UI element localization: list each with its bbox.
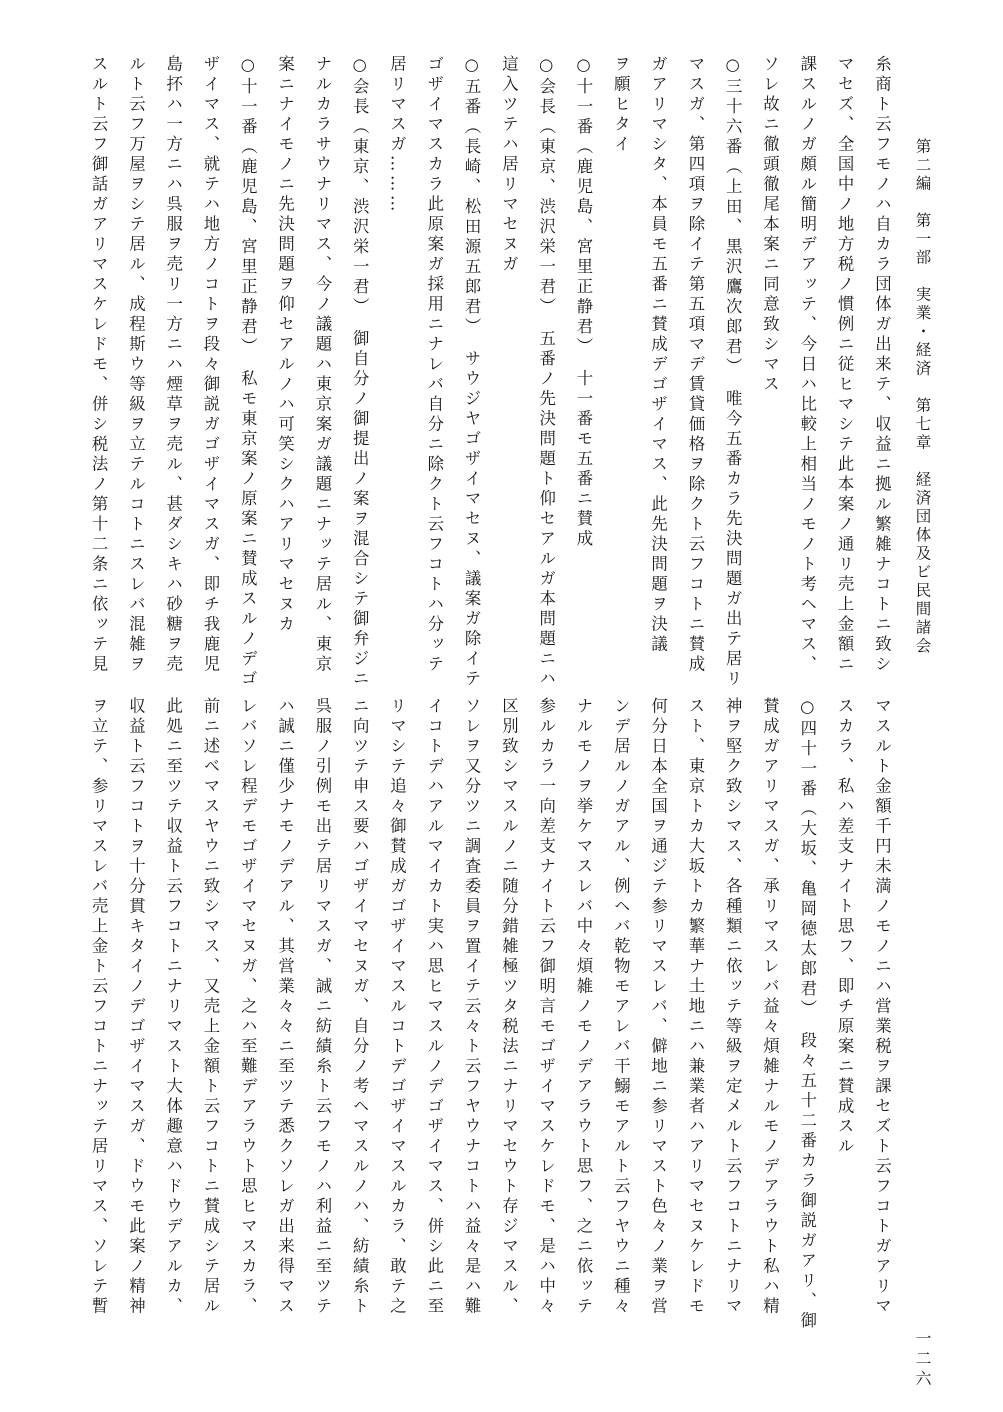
text-column: ヲ願ヒタイ: [611, 55, 631, 155]
text-column: 区別致シマスルノニ随分錯雑極ツタ税法ニナリマセウト存ジマスル、: [499, 697, 519, 1317]
text-column: ガアリマシタ、本員モ五番ニ賛成デゴザイマス、此先決問題ヲ決議: [648, 55, 668, 655]
text-column: 神ヲ堅ク致シマス、各種類ニ依ッテ等級ヲ定メルト云フコトニナリマ: [723, 697, 743, 1317]
text-column: ○十一番（鹿児島、宮里正静君） 私モ東京案ノ原案ニ賛成スルノデゴ: [238, 55, 258, 690]
text-column: 収益ト云フコトヲ十分貫キタイノデゴザイマスガ、ドウモ此案ノ精神: [126, 697, 146, 1317]
text-column: 課スルノガ頗ル簡明デアッテ、今日ハ比較上相当ノモノト考ヘマス、: [797, 55, 817, 675]
text-column: レバソレ程デモゴザイマセヌガ、之ハ至難デアラウト思ヒマスカラ、: [238, 697, 258, 1317]
text-column: 呉服ノ引例モ出テ居リマスガ、誠ニ紡績糸ト云フモノハ利益ニ至ツテ: [312, 697, 332, 1317]
text-column: ルト云フ万屋ヲシテ居ル、成程斯ウ等級ヲ立テルコトニスレバ混雑ヲ: [126, 55, 146, 675]
text-column: ソレ故ニ徹頭徹尾本案ニ同意致シマス: [760, 55, 780, 395]
text-column: ニ向ツテ申ス要ハゴザイマセヌガ、自分ノ考ヘマスルノハ、紡績糸ト: [350, 697, 370, 1317]
text-column: ンデ居ルノガアル、例ヘバ乾物モアレバ干鰯モアルト云フヤウニ種々: [611, 697, 631, 1317]
text-column: 糸商ト云フモノハ自カラ団体ガ出来テ、収益ニ拠ル繁雑ナコトニ致シ: [872, 55, 892, 675]
text-column: ○五番（長崎、松田源五郎君） サウジヤゴザイマセヌ、議案ガ除イテ: [462, 55, 482, 690]
text-column: マスガ、第四項ヲ除イテ第五項マデ賃貸価格ヲ除クト云フコトニ賛成: [685, 55, 705, 675]
text-column: 前ニ述ベマスヤウニ致シマス、又売上金額ト云フコトニ賛成シテ居ル: [201, 697, 220, 1317]
text-column: リマシテ追々御賛成ガゴザイマスルコトデゴザイマスルカラ、敢テ之: [387, 697, 407, 1317]
text-column: ザイマス、就テハ地方ノコトヲ段々御説ガゴザイマスガ、即チ我鹿児: [201, 55, 220, 675]
text-column: ナルカラサウナリマス、今ノ議題ハ東京案ガ議題ニナッテ居ル、東京: [312, 55, 332, 675]
text-column: ヲ立テ、参リマスレバ売上金ト云フコトニナッテ居リマス、ソレテ暫: [89, 697, 109, 1317]
text-column: イコトデハアルマイカト実ハ思ヒマスルノデゴザイマス、併シ此ニ至: [424, 697, 444, 1317]
text-column: ○四十一番（大坂、亀岡徳太郎君） 段々五十二番カラ御説ガアリ、御: [797, 697, 817, 1332]
text-column: スト、東京トカ大坂トカ繁華ナ土地ニハ兼業者ハアリマセヌケレドモ: [685, 697, 705, 1317]
page-number: 一二六: [913, 1330, 932, 1390]
text-column: ○三十六番（上田、黒沢鷹次郎君） 唯今五番カラ先決問題ガ出テ居リ: [723, 55, 743, 690]
text-column: 参ルカラ一向差支ナイト云フ御明言モゴザイマスケレドモ、是ハ中々: [536, 697, 556, 1317]
text-column: 案ニナイモノニ先決問題ヲ仰セアルノハ可笑シクハアリマセヌカ: [275, 55, 295, 635]
text-column: 此処ニ至ツテ収益ト云フコトニナリマスト大体趣意ハドウデアルカ、: [163, 697, 183, 1317]
text-column: ソレヲ又分ツニ調査委員ヲ置イテ云々ト云フヤウナコトハ益々是ハ難: [462, 697, 482, 1317]
text-column: 何分日本全国ヲ通ジテ参リマスレバ、僻地ニ参リマスト色々ノ業ヲ営: [648, 697, 668, 1317]
text-column: ナルモノヲ挙ケマスレバ中々煩雑ノモノデアラウト思フ、之ニ依ッテ: [574, 697, 593, 1317]
text-column: スルト云フ御話ガアリマスケレドモ、併シ税法ノ第十二条ニ依ッテ見: [89, 55, 109, 675]
text-column: 這入ツテハ居リマセヌガ: [499, 55, 519, 275]
text-column: マセズ、全国中ノ地方税ノ慣例ニ従ヒマシテ此本案ノ通リ売上金額ニ: [835, 55, 855, 675]
text-column: 居リマスガ………: [387, 55, 407, 215]
text-column: スカラ、私ハ差支ナイト思フ、即チ原案ニ賛成スル: [835, 697, 855, 1157]
text-column: マスルト金額千円未満ノモノニハ営業税ヲ課セズト云フコトガアリマ: [872, 697, 892, 1317]
text-column: ○会長（東京、渋沢栄一君） 五番ノ先決問題ト仰セアルガ本問題ニハ: [536, 55, 556, 690]
text-column: ○十一番（鹿児島、宮里正静君） 十一番モ五番ニ賛成: [574, 55, 593, 550]
text-column: ゴザイマスカラ此原案ガ採用ニナレバ自分ニ除クト云フコトハ分ッテ: [424, 55, 444, 675]
text-column: ハ誠ニ僅少ナモノデアル、其営業々々ニ至ツテ悉クソレガ出来得マス: [275, 697, 295, 1317]
text-column: 島抔ハ一方ニハ呉服ヲ売リ一方ニハ煙草ヲ売ル、甚ダシキハ砂糖ヲ売: [163, 55, 183, 675]
text-column: 賛成ガアリマスガ、承リマスレバ益々煩雑ナルモノデアラウト私ハ精: [760, 697, 780, 1317]
text-column: ○会長（東京、渋沢栄一君） 御自分ノ御提出ノ案ヲ混合シテ御弁ジニ: [350, 55, 370, 690]
running-head: 第二編 第一部 実業・経済 第七章 経済団体及ビ民間諸会: [913, 138, 932, 656]
